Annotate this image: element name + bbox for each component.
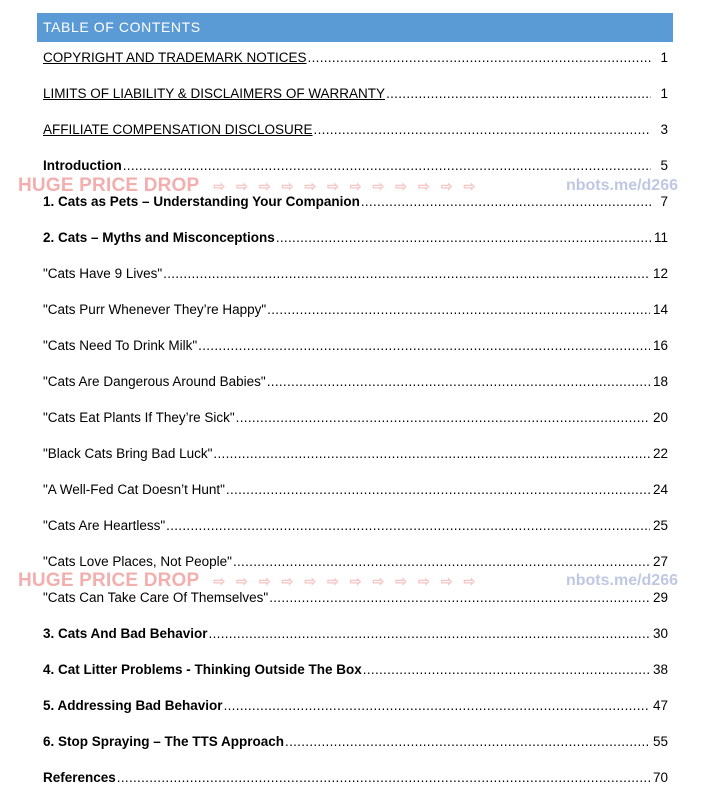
dot-leader [236,407,650,429]
toc-entry[interactable] [43,47,668,83]
toc-entry-title: 6. Stop Spraying – The TTS Approach [43,734,285,749]
toc-entry-page-number: 3 [660,122,668,137]
dot-leader [267,371,650,393]
toc-entry-page-number: 1 [660,50,668,65]
toc-entry-title: "A Well-Fed Cat Doesn’t Hunt" [43,482,225,497]
toc-entry[interactable] [43,587,668,623]
dot-leader [166,515,650,537]
toc-entry[interactable] [43,83,668,119]
toc-entry[interactable] [43,695,668,731]
toc-entry[interactable] [43,335,668,371]
toc-entry-page-number: 70 [652,770,668,785]
toc-entry[interactable] [43,443,668,479]
dot-leader [198,335,650,357]
toc-entry-title: References [43,770,116,785]
toc-entry[interactable] [43,767,668,803]
toc-entry-title: "Cats Purr Whenever They’re Happy" [43,302,267,317]
toc-entry-title: 3. Cats And Bad Behavior [43,626,208,641]
toc-entry[interactable] [43,623,668,659]
toc-entry-title: 1. Cats as Pets – Understanding Your Companion [43,194,360,209]
toc-entry[interactable] [43,263,668,299]
toc-entry-title: 5. Addressing Bad Behavior [43,698,223,713]
toc-entry[interactable] [43,731,668,767]
toc-entry[interactable] [43,551,668,587]
toc-entry[interactable] [43,227,668,263]
dot-leader [269,587,650,609]
toc-entry[interactable] [43,659,668,695]
toc-entry-page-number: 16 [652,338,668,353]
toc-entry[interactable] [43,155,668,191]
watermark-url: nbots.me/d266 [565,177,678,194]
toc-entry[interactable] [43,371,668,407]
toc-entry[interactable] [43,479,668,515]
toc-entry[interactable] [43,119,668,155]
dot-leader [226,479,650,501]
toc-entry-page-number: 24 [652,482,668,497]
toc-entry-page-number: 55 [652,734,668,749]
toc-entry-title: "Cats Need To Drink Milk" [43,338,198,353]
toc-entry-page-number: 11 [653,230,668,245]
toc-entry[interactable] [43,299,668,335]
toc-entry-page-number: 7 [660,194,668,209]
dot-leader [285,731,650,753]
dot-leader [276,227,651,249]
dot-leader [224,695,650,717]
watermark-arrows-icon: ⇨⇨⇨⇨⇨⇨⇨⇨⇨⇨⇨⇨ [213,572,487,589]
toc-entry-page-number: 18 [652,374,668,389]
dot-leader [213,443,650,465]
toc-entry[interactable] [43,191,668,227]
toc-entry-page-number: 47 [652,698,668,713]
toc-entry-title[interactable]: AFFILIATE COMPENSATION DISCLOSURE [43,122,313,137]
toc-entry-title: "Cats Love Places, Not People" [43,554,232,569]
toc-entry-page-number: 14 [652,302,668,317]
toc-header-title: TABLE OF CONTENTS [43,19,201,35]
toc-entry[interactable] [43,407,668,443]
watermark-text: HUGE PRICE DROP [18,175,200,196]
toc-entry-page-number: 25 [652,518,668,533]
toc-header [37,13,673,42]
toc-entry-page-number: 38 [652,662,668,677]
toc-entry[interactable] [43,515,668,551]
toc-entry-page-number: 30 [652,626,668,641]
watermark-arrows-icon: ⇨⇨⇨⇨⇨⇨⇨⇨⇨⇨⇨⇨ [213,177,487,194]
dot-leader [267,299,650,321]
dot-leader [209,623,650,645]
dot-leader [233,551,650,573]
toc-entry-page-number: 29 [652,590,668,605]
toc-entry-page-number: 12 [652,266,668,281]
dot-leader [361,191,651,213]
toc-entry-title: "Black Cats Bring Bad Luck" [43,446,213,461]
watermark-text: HUGE PRICE DROP [18,570,200,591]
toc-entry-page-number: 20 [652,410,668,425]
dot-leader [386,83,651,105]
toc-entry-page-number: 5 [660,158,668,173]
toc-entry-page-number: 1 [660,86,668,101]
toc-entry-title: "Cats Can Take Care Of Themselves" [43,590,269,605]
toc-entry-title: "Cats Are Heartless" [43,518,166,533]
toc-entry-page-number: 27 [652,554,668,569]
watermark-url: nbots.me/d266 [565,572,678,589]
dot-leader [314,119,651,141]
dot-leader [163,263,650,285]
toc-entry-title: Introduction [43,158,122,173]
toc-entry-title: "Cats Eat Plants If They’re Sick" [43,410,235,425]
dot-leader [363,659,650,681]
dot-leader [117,767,650,789]
toc-entry-page-number: 22 [652,446,668,461]
toc-entry-title: 2. Cats – Myths and Misconceptions [43,230,275,245]
toc-entry-title[interactable]: LIMITS OF LIABILITY & DISCLAIMERS OF WARRANTY [43,86,386,101]
toc-entry-title[interactable]: COPYRIGHT AND TRADEMARK NOTICES [43,50,307,65]
dot-leader [123,155,651,177]
toc-list [43,47,668,803]
toc-entry-title: "Cats Have 9 Lives" [43,266,163,281]
dot-leader [308,47,651,69]
toc-entry-title: "Cats Are Dangerous Around Babies" [43,374,266,389]
toc-entry-title: 4. Cat Litter Problems - Thinking Outside The Box [43,662,362,677]
